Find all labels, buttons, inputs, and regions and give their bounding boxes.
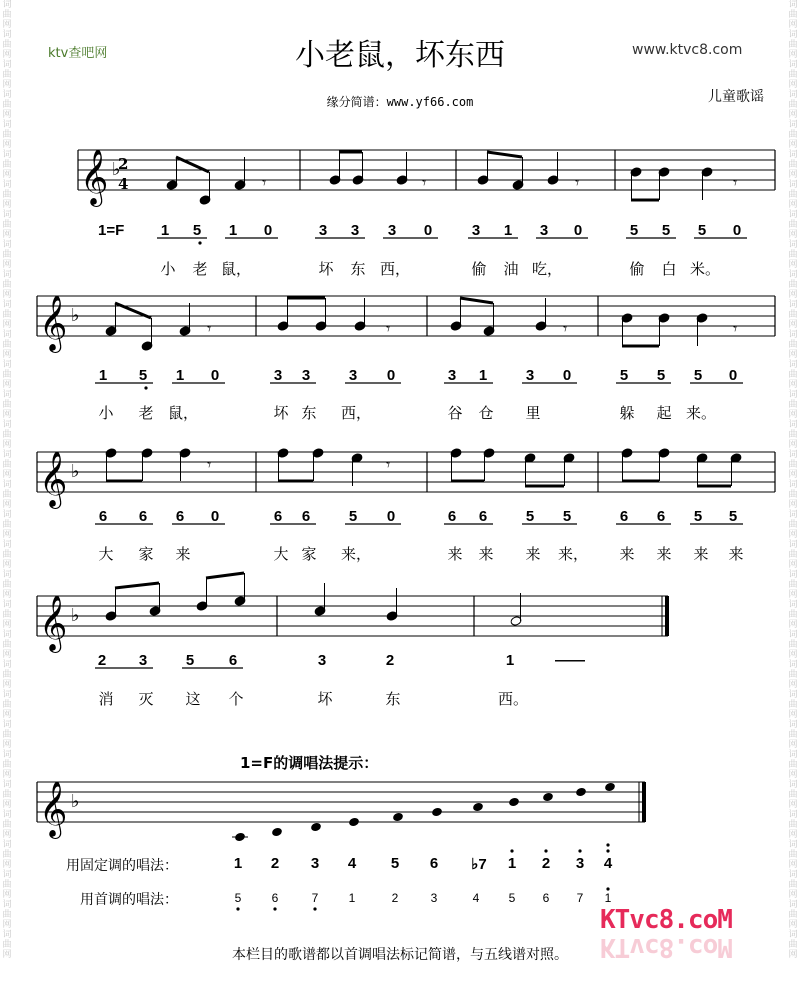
lyric-char: 油 (503, 260, 519, 278)
lyric-char: 来 (693, 545, 709, 563)
flat-sign: ♭ (71, 305, 80, 326)
fixed-do-digit: 3 (575, 855, 585, 872)
lyric-char: 起 (656, 404, 672, 422)
jianpu-note: 5 (562, 508, 572, 525)
lyric-char: 个 (228, 690, 244, 708)
lyric-char: 谷 (447, 404, 463, 422)
treble-clef: 𝄞 (39, 451, 68, 507)
jianpu-note: 1 (175, 367, 185, 384)
jianpu-note: 3 (447, 367, 457, 384)
treble-clef: 𝄞 (80, 149, 109, 205)
note-head (542, 792, 554, 803)
eighth-rest: 𝄾 (733, 319, 738, 338)
jianpu-note: 0 (263, 222, 273, 239)
beam (206, 573, 244, 578)
lyric-char: 小 (98, 404, 114, 422)
lyric-char: 鼠， (168, 404, 199, 422)
jianpu-note: 2 (97, 652, 107, 669)
lyric-char: 来， (341, 545, 372, 563)
note-head (310, 822, 322, 833)
jianpu-note: 5 (192, 222, 202, 239)
source-line: 缘分简谱：www.yf66.com (326, 95, 474, 109)
eighth-rest: 𝄾 (207, 319, 212, 338)
jianpu-note: —— (555, 652, 585, 669)
jianpu-note: 6 (447, 508, 457, 525)
movable-do-digit: 3 (430, 891, 438, 905)
lyric-char: 东 (350, 260, 366, 278)
movable-do-digit: 6 (271, 891, 279, 905)
flat-sign: ♭ (112, 159, 121, 180)
jianpu-dot (578, 849, 581, 852)
movable-do-digit: 1 (348, 891, 356, 905)
jianpu-note: 5 (661, 222, 671, 239)
lyric-char: 来。 (686, 404, 717, 422)
eighth-rest: 𝄾 (563, 319, 568, 338)
fixed-do-digit: 1 (233, 855, 243, 872)
jianpu-note: 6 (138, 508, 148, 525)
movable-do-label: 用首调的唱法： (80, 892, 178, 908)
eighth-rest: 𝄾 (733, 173, 738, 192)
note-head (348, 817, 360, 828)
fixed-do-digit: ♭7 (471, 856, 487, 873)
jianpu-dot (198, 241, 201, 244)
lyric-char: 小 (160, 260, 176, 278)
note-head (575, 787, 587, 798)
jianpu-note: 5 (697, 222, 707, 239)
movable-do-digit: 6 (542, 891, 550, 905)
jianpu-note: 5 (348, 508, 358, 525)
lyric-char: 大 (273, 545, 289, 563)
jianpu-note: 0 (732, 222, 742, 239)
eighth-rest: 𝄾 (386, 455, 391, 474)
movable-do-digit: 7 (311, 891, 319, 905)
ktvc8-logo[interactable]: KTvc8.coM (600, 905, 732, 935)
jianpu-note: 2 (385, 652, 395, 669)
lyric-char: 吃， (532, 260, 563, 278)
lyric-char: 东 (301, 404, 317, 422)
jianpu-note: 1 (503, 222, 513, 239)
jianpu-note: 1 (228, 222, 238, 239)
movable-do-digit: 5 (508, 891, 516, 905)
note-head (271, 827, 283, 838)
jianpu-note: 0 (210, 367, 220, 384)
fixed-do-digit: 2 (270, 855, 280, 872)
jianpu-note: 5 (656, 367, 666, 384)
lyric-char: 来， (558, 545, 589, 563)
time-sig-top: 2 (118, 155, 129, 173)
jianpu-note: 5 (728, 508, 738, 525)
lyric-char: 仓 (478, 404, 494, 422)
note-head (604, 782, 616, 793)
fixed-do-digit: 2 (541, 855, 551, 872)
song-title: 小老鼠，坏东西 (295, 38, 505, 73)
lyric-char: 坏 (317, 690, 333, 708)
lyric-char: 家 (138, 545, 154, 563)
flat-sign: ♭ (71, 791, 80, 812)
lyric-char: 老 (138, 404, 154, 422)
side-watermark-right: 词曲网词曲网词曲网词曲网词曲网词曲网词曲网词曲网词曲网词曲网词曲网词曲网词曲网词曲网词曲网词曲网词曲网词曲网词曲网词曲网词曲网词曲网词曲网词曲网词曲网词曲网词曲网词曲网词曲网词曲网词曲网词曲网 (788, 0, 798, 960)
beam (115, 583, 159, 588)
note-head (508, 797, 520, 808)
lyric-char: 偷 (471, 260, 487, 278)
site-name-left[interactable]: ktv查吧网 (48, 46, 108, 61)
lyric-char: 西， (341, 404, 372, 422)
jianpu-note: 0 (562, 367, 572, 384)
jianpu-note: 5 (693, 508, 703, 525)
movable-do-digit: 2 (391, 891, 399, 905)
jianpu-note: 3 (350, 222, 360, 239)
ktvc8-logo-reflection: KTvc8.coM (600, 932, 732, 962)
eighth-rest: 𝄾 (262, 173, 267, 192)
lyric-char: 来 (175, 545, 191, 563)
flat-sign: ♭ (71, 605, 80, 626)
fixed-do-digit: 4 (603, 855, 613, 872)
lyric-char: 偷 (629, 260, 645, 278)
lyric-char: 来 (478, 545, 494, 563)
lyric-char: 这 (185, 690, 201, 708)
jianpu-note: 3 (273, 367, 283, 384)
jianpu-note: 3 (318, 222, 328, 239)
jianpu-note: 6 (175, 508, 185, 525)
lyric-char: 坏 (273, 404, 289, 422)
final-barline (642, 782, 646, 822)
jianpu-note: 3 (525, 367, 535, 384)
eighth-rest: 𝄾 (422, 173, 427, 192)
jianpu-dot (544, 849, 547, 852)
fixed-do-digit: 5 (390, 855, 400, 872)
jianpu-note: 3 (317, 652, 327, 669)
jianpu-note: 5 (185, 652, 195, 669)
fixed-do-digit: 4 (347, 855, 357, 872)
jianpu-note: 0 (423, 222, 433, 239)
lyric-char: 西， (380, 260, 411, 278)
treble-clef: 𝄞 (39, 295, 68, 351)
eighth-rest: 𝄾 (386, 319, 391, 338)
time-sig-bottom: 4 (118, 175, 129, 193)
jianpu-note: 3 (138, 652, 148, 669)
lyric-char: 坏 (318, 260, 334, 278)
lyric-char: 来 (728, 545, 744, 563)
treble-clef: 𝄞 (39, 595, 68, 651)
movable-do-digit: 7 (576, 891, 584, 905)
jianpu-note: 3 (348, 367, 358, 384)
jianpu-dot (273, 907, 276, 910)
jianpu-note: 6 (98, 508, 108, 525)
jianpu-note: 3 (539, 222, 549, 239)
jianpu-dot (313, 907, 316, 910)
beam (460, 298, 493, 303)
hint-title: 1=F的调唱法提示： (240, 754, 379, 772)
jianpu-dot (606, 843, 609, 846)
jianpu-note: 0 (386, 367, 396, 384)
fixed-do-digit: 3 (310, 855, 320, 872)
movable-do-digit: 5 (234, 891, 242, 905)
side-watermark-left: 词曲网词曲网词曲网词曲网词曲网词曲网词曲网词曲网词曲网词曲网词曲网词曲网词曲网词曲网词曲网词曲网词曲网词曲网词曲网词曲网词曲网词曲网词曲网词曲网词曲网词曲网词曲网词曲网词曲网词曲网词曲网词曲网 (2, 0, 12, 960)
lyric-char: 躲 (619, 404, 635, 422)
final-barline (665, 596, 669, 636)
lyric-char: 来 (619, 545, 635, 563)
beam (487, 152, 522, 157)
jianpu-note: 1 (478, 367, 488, 384)
jianpu-note: 6 (273, 508, 283, 525)
jianpu-note: 0 (573, 222, 583, 239)
jianpu-note: 6 (619, 508, 629, 525)
jianpu-dot (236, 907, 239, 910)
jianpu-note: 6 (228, 652, 238, 669)
lyric-char: 白 (661, 260, 677, 278)
key-signature-label: 1=F (98, 222, 125, 239)
treble-clef: 𝄞 (39, 781, 68, 837)
lyric-char: 来 (525, 545, 541, 563)
lyric-char: 老 (192, 260, 208, 278)
note-head (392, 812, 404, 823)
fixed-do-digit: 6 (429, 855, 439, 872)
movable-do-digit: 1 (604, 891, 612, 905)
jianpu-note: 1 (160, 222, 170, 239)
lyric-char: 大 (98, 545, 114, 563)
note-head (431, 807, 443, 818)
jianpu-note: 6 (478, 508, 488, 525)
lyric-char: 鼠， (221, 260, 252, 278)
jianpu-note: 6 (301, 508, 311, 525)
jianpu-dot (606, 849, 609, 852)
jianpu-note: 0 (728, 367, 738, 384)
jianpu-note: 5 (693, 367, 703, 384)
jianpu-note: 0 (386, 508, 396, 525)
jianpu-note: 1 (98, 367, 108, 384)
flat-sign: ♭ (71, 461, 80, 482)
jianpu-note: 6 (656, 508, 666, 525)
lyric-char: 灭 (138, 690, 154, 708)
fixed-do-digit: 1 (507, 855, 517, 872)
jianpu-note: 5 (629, 222, 639, 239)
jianpu-dot (144, 386, 147, 389)
fixed-do-label: 用固定调的唱法： (66, 858, 178, 874)
movable-do-digit: 4 (472, 891, 480, 905)
note-head (472, 802, 484, 813)
jianpu-note: 3 (387, 222, 397, 239)
jianpu-note: 1 (505, 652, 515, 669)
jianpu-note: 3 (301, 367, 311, 384)
jianpu-note: 5 (619, 367, 629, 384)
eighth-rest: 𝄾 (575, 173, 580, 192)
lyric-char: 来 (656, 545, 672, 563)
jianpu-note: 3 (471, 222, 481, 239)
lyric-char: 家 (301, 545, 317, 563)
lyric-char: 来 (447, 545, 463, 563)
jianpu-note: 5 (525, 508, 535, 525)
footer-note: 本栏目的歌谱都以首调唱法标记简谱，与五线谱对照。 (232, 947, 568, 963)
genre-label: 儿童歌谣 (708, 89, 764, 105)
lyric-char: 消 (98, 690, 114, 708)
lyric-char: 米。 (690, 260, 721, 278)
lyric-char: 西。 (498, 690, 529, 708)
lyric-char: 里 (525, 404, 541, 422)
eighth-rest: 𝄾 (207, 455, 212, 474)
lyric-char: 东 (385, 690, 401, 708)
jianpu-dot (510, 849, 513, 852)
site-url-right[interactable]: www.ktvc8.com (632, 42, 743, 58)
jianpu-note: 5 (138, 367, 148, 384)
jianpu-note: 0 (210, 508, 220, 525)
